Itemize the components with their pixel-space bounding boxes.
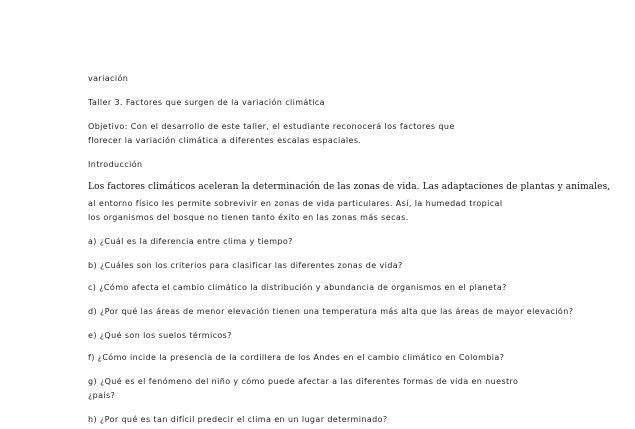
- intro-line-2: al entorno físico les permite sobrevivir en zonas de vida particulares. Así, la humedad tropical: [88, 199, 503, 208]
- question-f: f) ¿Cómo incide la presencia de la cordillera de los Andes en el cambio climático en Colombia?: [88, 353, 505, 362]
- question-g-line-2: ¿país?: [88, 391, 116, 400]
- intro-line-3: los organismos del bosque no tienen tanto éxito en las zonas más secas.: [88, 213, 409, 222]
- question-d: d) ¿Por qué las áreas de menor elevación tienen una temperatura más alta que las áreas de mayor elevación?: [88, 307, 574, 316]
- objective-line-2: florecer la variación climática a diferentes escalas espaciales.: [88, 136, 362, 145]
- question-c: c) ¿Cómo afecta el cambio climático la distribución y abundancia de organismos en el planeta?: [88, 283, 507, 292]
- intro-heading: Introducción: [88, 160, 143, 169]
- question-e: e) ¿Qué son los suelos térmicos?: [88, 331, 232, 340]
- objective-line-1: Objetivo: Con el desarrollo de este taller, el estudiante reconocerá los factores que: [88, 122, 455, 131]
- question-a: a) ¿Cuál es la diferencia entre clima y tiempo?: [88, 237, 293, 246]
- question-g-line-1: g) ¿Qué es el fenómeno del niño y cómo puede afectar a las diferentes formas de vida en nuestro: [88, 377, 519, 386]
- header-word: variación: [88, 74, 129, 83]
- workshop-title: Taller 3. Factores que surgen de la variación climática: [88, 98, 325, 107]
- intro-line-1: Los factores climáticos aceleran la determinación de las zonas de vida. Las adaptaciones de plantas y animales,: [88, 182, 611, 192]
- question-h: h) ¿Por qué es tan difícil predecir el clima en un lugar determinado?: [88, 415, 388, 424]
- question-b: b) ¿Cuáles son los criterios para clasificar las diferentes zonas de vida?: [88, 261, 403, 270]
